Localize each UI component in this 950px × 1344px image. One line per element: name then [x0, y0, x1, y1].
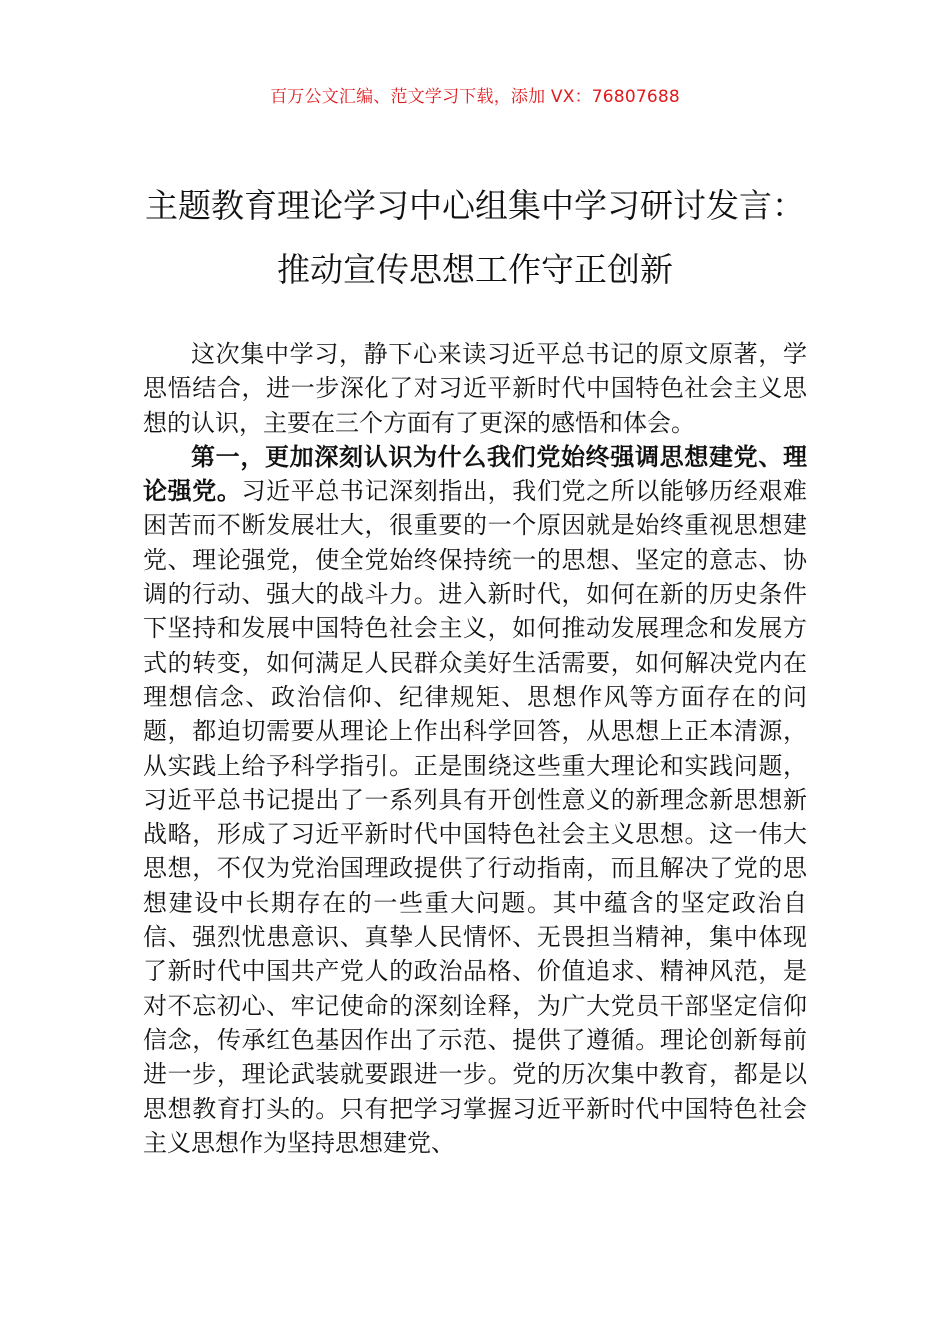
paragraph-intro	[143, 337, 807, 440]
paragraph-first-point-lead: 第一，更加深刻认识为什么我们党始终强调思想建党、理论强党。	[143, 442, 807, 506]
header-note: 百万公文汇编、范文学习下载，添加 VX：76807688	[270, 87, 680, 107]
paragraph-intro-text: 这次集中学习，静下心来读习近平总书记的原文原著，学思悟结合，进一步深化了对习近平新时代中国特色社会主义思想的认识，主要在三个方面有了更深的感悟和体会。	[143, 340, 807, 437]
document-body	[143, 337, 807, 1160]
paragraph-first-point	[143, 440, 807, 1160]
document-title: 主题教育理论学习中心组集中学习研讨发言：推动宣传思想工作守正创新	[145, 186, 805, 289]
paragraph-first-point-text: 习近平总书记深刻指出，我们党之所以能够历经艰难困苦而不断发展壮大，很重要的一个原因就是始终重视思想建党、理论强党，使全党始终保持统一的思想、坚定的意志、协调的行动、强大的战斗力。进入新时代，如何在新的历史条件下坚持和发展中国特色社会主义，如何推动发展理念和发展方式的转变，如何满足人民群众美好生活需要，如何解决党内在理想信念、政治信仰、纪律规矩、思想作风等方面存在的问题，都迫切需要从理论上作出科学回答，从思想上正本清源，从实践上给予科学指引。正是围绕这些重大理论和实践问题，习近平总书记提出了一系列具有开创性意义的新理念新思想新战略，形成了习近平新时代中国特色社会主义思想。这一伟大思想，不仅为党治国理政提供了行动指南，而且解决了党的思想建设中长期存在的一些重大问题。其中蕴含的坚定政治自信、强烈忧患意识、真挚人民情怀、无畏担当精神，集中体现了新时代中国共产党人的政治品格、价值追求、精神风范，是对不忘初心、牢记使命的深刻诠释，为广大党员干部坚定信仰信念，传承红色基因作出了示范、提供了遵循。理论创新每前进一步，理论武装就要跟进一步。党的历次集中教育，都是以思想教育打头的。只有把学习掌握习近平新时代中国特色社会主义思想作为坚持思想建党、	[143, 477, 808, 1157]
